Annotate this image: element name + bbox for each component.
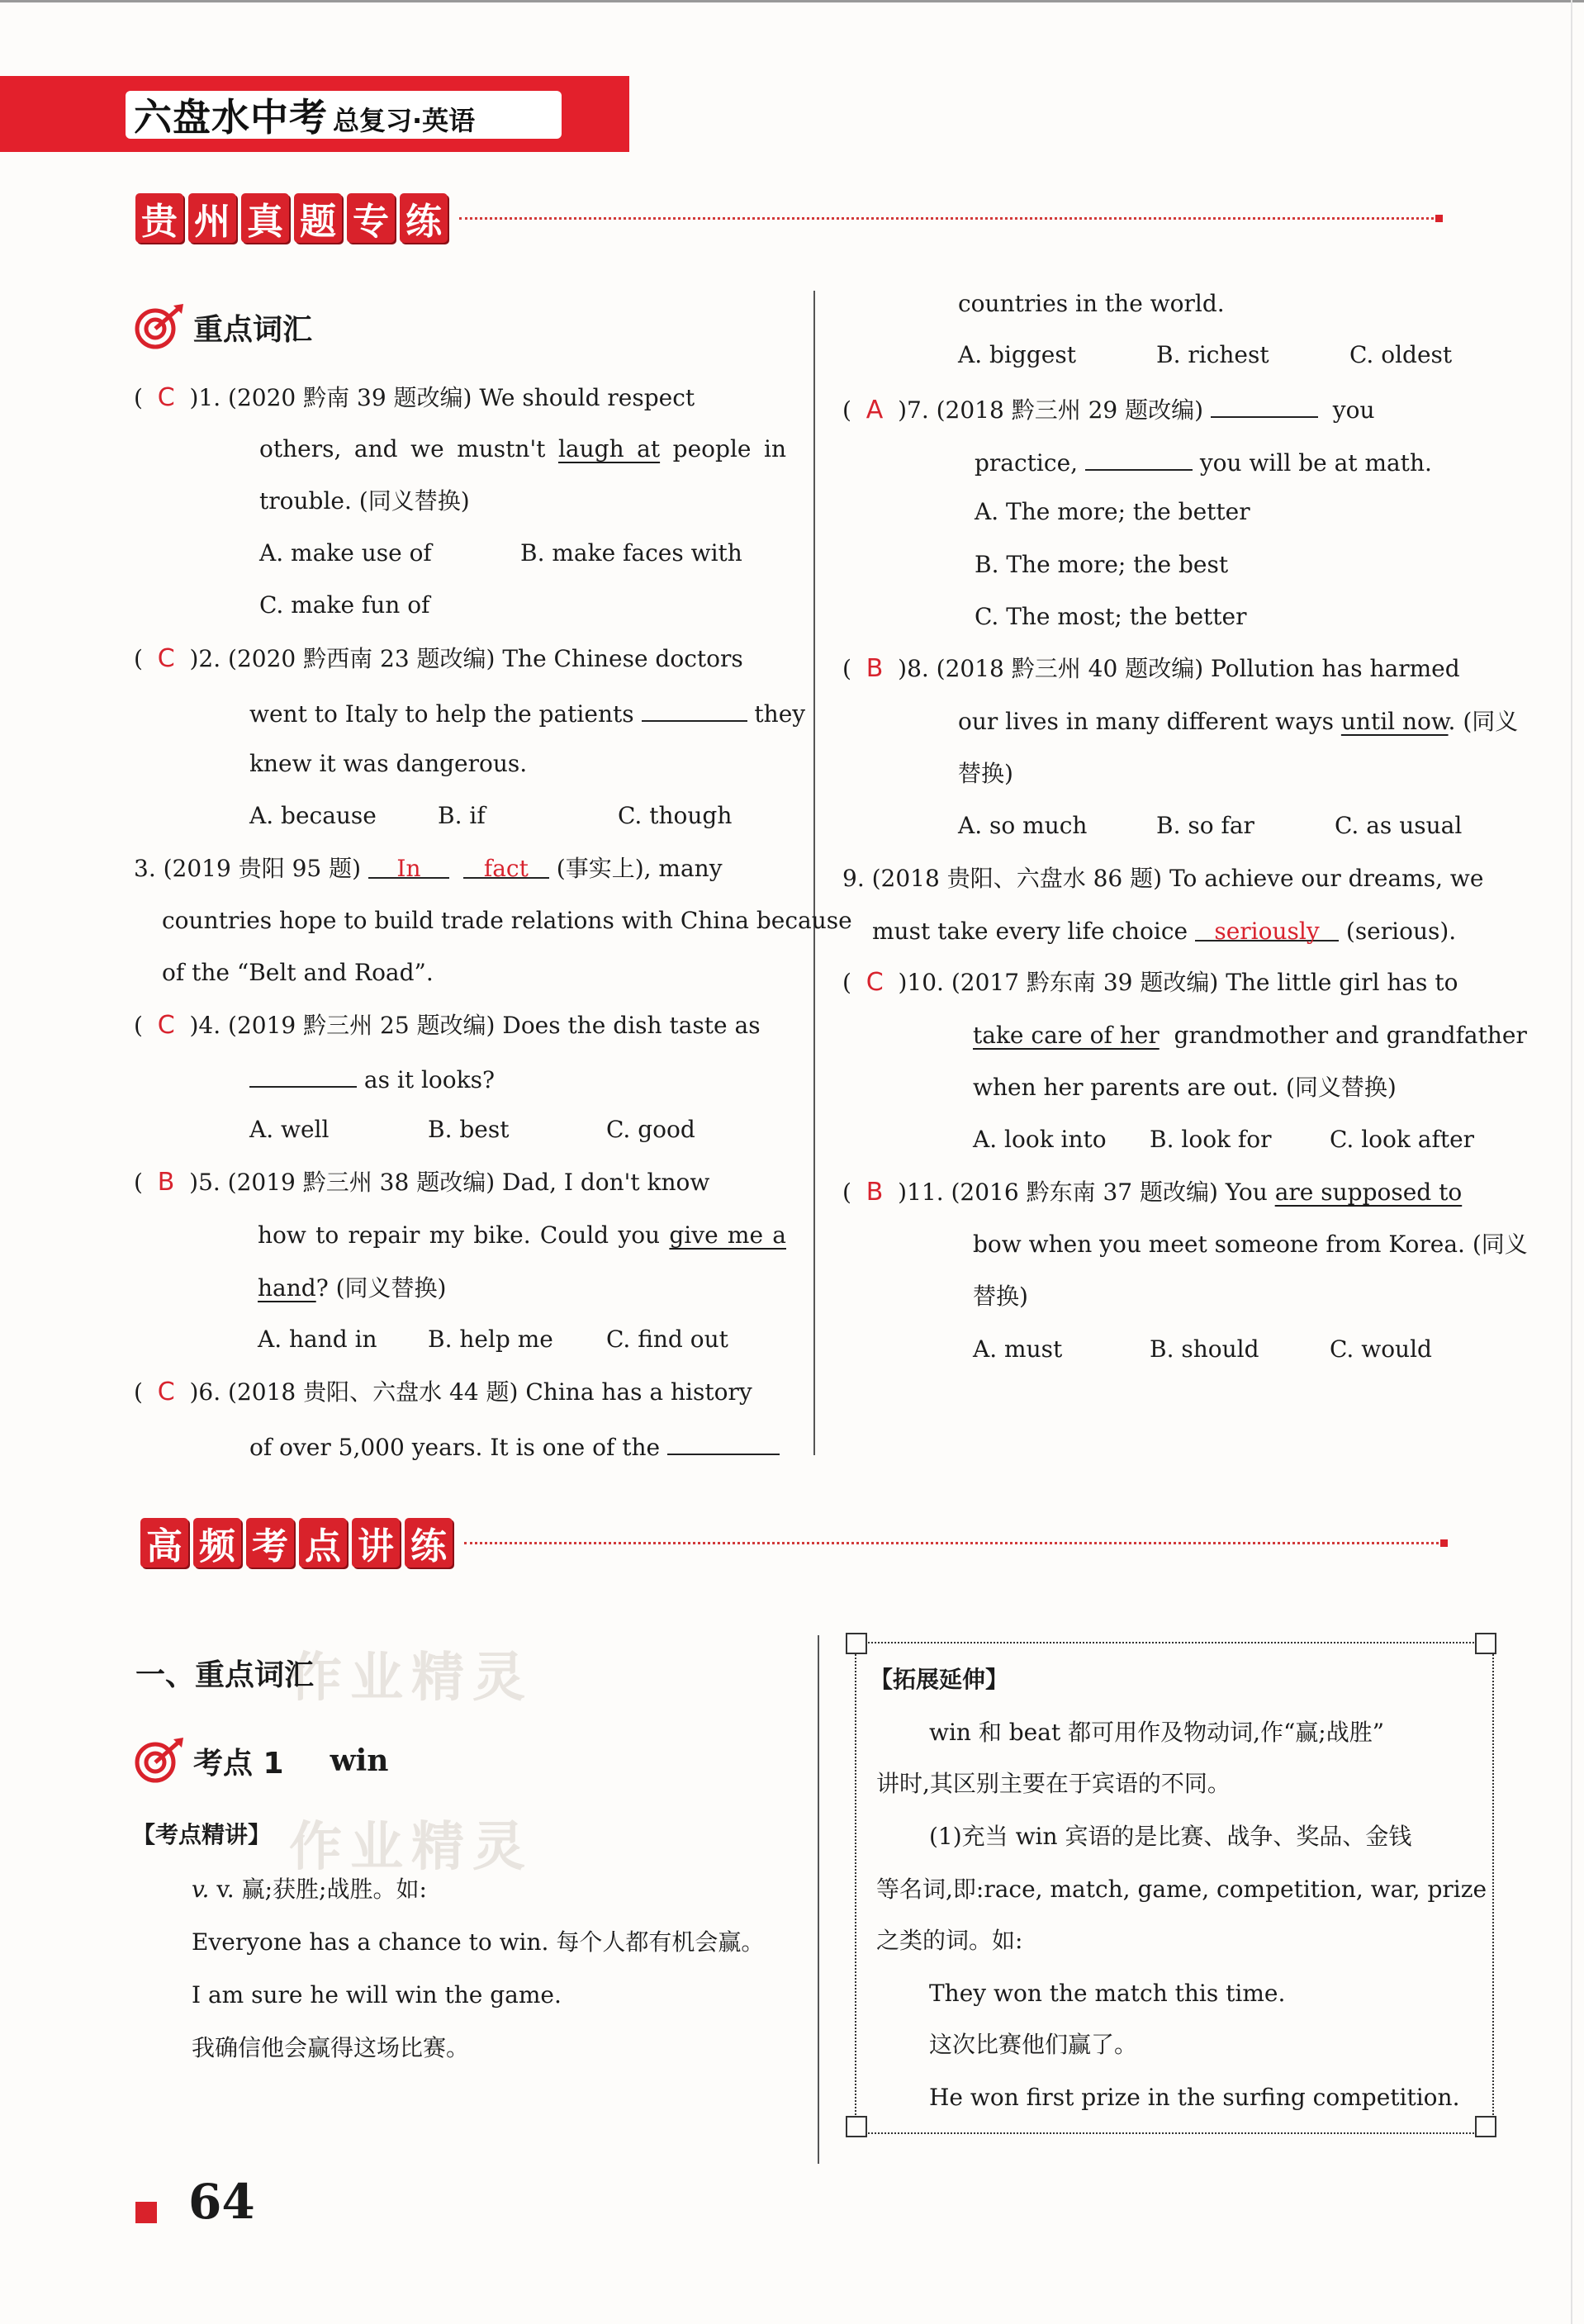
q5-line2	[258, 1219, 786, 1252]
q7-option-c: C. The most; the better	[975, 603, 1247, 630]
section-char: 练	[405, 1518, 453, 1568]
q11-option-b: B. should	[1150, 1335, 1259, 1363]
vocab-heading-text: 重点词汇	[193, 312, 313, 347]
banner-title: 六盘水中考	[134, 95, 328, 140]
section-char: 贵	[135, 193, 183, 243]
q4-option-a: A. well	[249, 1116, 330, 1143]
q9-line1: 9. (2018 贵阳、六盘水 86 题) To achieve our dreams, we	[842, 865, 1484, 892]
q8-text2a: our lives in many different ways	[958, 708, 1334, 735]
q3-blank-1[interactable]	[368, 852, 449, 882]
q1-line3: trouble. (同义替换)	[259, 487, 470, 515]
q1-line2	[259, 433, 786, 466]
q8-option-b: B. so far	[1156, 812, 1254, 839]
explain-text1: v. 赢;获胜;战胜。如:	[216, 1876, 427, 1903]
q11-underlined: are supposed to	[1274, 1179, 1463, 1206]
q5-text3b: ? (同义替换)	[315, 1274, 447, 1302]
vocab-heading	[130, 302, 312, 352]
column-divider	[813, 291, 815, 1455]
q3-line3: of the “Belt and Road”.	[162, 959, 434, 986]
section-char: 频	[193, 1518, 241, 1568]
point1-heading	[130, 1736, 388, 1786]
q9-line2	[872, 915, 1456, 948]
q2-option-b: B. if	[438, 802, 486, 829]
extend-line7: 这次比赛他们赢了。	[929, 2031, 1138, 2058]
q5-option-a: A. hand in	[258, 1326, 377, 1353]
extend-line6: They won the match this time.	[929, 1980, 1286, 2007]
q10-answer: C	[866, 968, 884, 997]
section-char: 专	[347, 193, 395, 243]
explain-line4: 我确信他会赢得这场比赛。	[192, 2034, 470, 2061]
watermark: 作业精灵	[289, 1817, 534, 1878]
page-number-marker	[135, 2202, 157, 2223]
section-char: 高	[140, 1518, 188, 1568]
q5-answer: B	[157, 1168, 175, 1197]
q8-option-a: A. so much	[958, 812, 1088, 839]
q9-text2a: must take every life choice	[872, 918, 1188, 945]
q1-line1: ( C )1. (2020 黔南 39 题改编) We should respect	[134, 383, 695, 412]
q6-text2: of over 5,000 years. It is one of the	[249, 1434, 661, 1461]
top-rule	[0, 0, 1584, 2]
q3-blank-2[interactable]	[463, 852, 549, 882]
part1-heading: 一、重点词汇	[135, 1658, 315, 1692]
q5-option-c: C. find out	[606, 1326, 728, 1353]
q7-answer: A	[866, 396, 884, 424]
q8-text2b: . (同义	[1448, 708, 1519, 735]
box-corner	[846, 2116, 867, 2137]
q5-underlined-2: hand	[258, 1274, 316, 1302]
q1-text2b: people in	[672, 435, 787, 462]
point1-label: 考点 1	[193, 1746, 284, 1781]
q6-line3: countries in the world.	[958, 290, 1225, 317]
q10-underlined: take care of her	[973, 1022, 1160, 1049]
explain-tag: 【考点精讲】	[132, 1821, 272, 1848]
q8-line1: ( B )8. (2018 黔三州 40 题改编) Pollution has harmed	[842, 654, 1460, 683]
page-edge	[1571, 0, 1572, 2324]
q4-answer: C	[157, 1011, 175, 1040]
q5-line1: ( B )5. (2019 黔三州 38 题改编) Dad, I don't know	[134, 1168, 710, 1197]
q7-blank-2[interactable]	[1085, 444, 1193, 471]
q11-line1: ( B )11. (2016 黔东南 37 题改编) You are supposed to	[842, 1178, 1463, 1207]
explain-line2: Everyone has a chance to win. 每个人都有机会赢。	[192, 1928, 765, 1956]
extension-box	[855, 1642, 1494, 2134]
q7-text2b: you will be at math.	[1199, 449, 1432, 477]
q2-option-a: A. because	[249, 802, 377, 829]
q6-line1: ( C )6. (2018 贵阳、六盘水 44 题) China has a history	[134, 1378, 752, 1406]
q4-line2	[249, 1061, 495, 1097]
q4-option-c: C. good	[606, 1116, 695, 1143]
q2-text2b: they	[754, 700, 806, 728]
q2-line2	[249, 695, 805, 731]
q11-line3: 替换)	[973, 1283, 1028, 1310]
section-char: 真	[241, 193, 289, 243]
q10-option-b: B. look for	[1150, 1126, 1272, 1153]
q1-option-c: C. make fun of	[259, 591, 430, 619]
section-char: 考	[246, 1518, 294, 1568]
q10-line2	[973, 1019, 1527, 1052]
box-corner	[1475, 1633, 1496, 1654]
q4-text1: )4. (2019 黔三州 25 题改编) Does the dish taste as	[189, 1012, 761, 1039]
section-char: 州	[188, 193, 236, 243]
extend-line1: win 和 beat 都可用作及物动词,作“赢;战胜”	[929, 1719, 1385, 1746]
q6-blank[interactable]	[667, 1429, 780, 1455]
explain-line3: I am sure he will win the game.	[192, 1981, 562, 2009]
q10-line1: ( C )10. (2017 黔东南 39 题改编) The little girl has to	[842, 968, 1458, 997]
q4-text2: as it looks?	[363, 1066, 495, 1093]
q6-option-b: B. richest	[1156, 341, 1269, 368]
q2-text1: )2. (2020 黔西南 23 题改编) The Chinese doctors	[189, 645, 743, 672]
banner-subtitle: 总复习·英语	[333, 105, 476, 136]
target-arrow-icon	[130, 302, 185, 352]
q3-answer-2: fact	[483, 855, 529, 882]
point1-word: win	[330, 1743, 389, 1778]
q2-line3: knew it was dangerous.	[249, 750, 528, 777]
q6-option-c: C. oldest	[1349, 341, 1453, 368]
q7-option-a: A. The more; the better	[975, 498, 1250, 525]
q6-option-a: A. biggest	[958, 341, 1076, 368]
q3-line2: countries hope to build trade relations with China because	[162, 907, 852, 934]
q2-blank[interactable]	[642, 695, 747, 722]
q6-text1: )6. (2018 贵阳、六盘水 44 题) China has a history	[189, 1378, 752, 1406]
q5-line3	[258, 1272, 446, 1305]
q10-text1: )10. (2017 黔东南 39 题改编) The little girl has to	[898, 969, 1458, 996]
extend-line3: (1)充当 win 宾语的是比赛、战争、奖品、金钱	[929, 1823, 1412, 1850]
q8-option-c: C. as usual	[1335, 812, 1463, 839]
q6-line2	[249, 1429, 780, 1464]
q7-line1: ( A )7. (2018 黔三州 29 题改编) you	[842, 391, 1375, 427]
q11-option-c: C. would	[1330, 1335, 1432, 1363]
section-char: 题	[294, 193, 342, 243]
q1-option-b: B. make faces with	[520, 539, 742, 567]
q1-underlined: laugh at	[557, 435, 661, 462]
q9-blank[interactable]	[1195, 915, 1339, 945]
q3-text1a: 3. (2019 贵阳 95 题)	[134, 855, 362, 882]
extend-line5: 之类的词。如:	[876, 1927, 1023, 1954]
section-char: 讲	[352, 1518, 400, 1568]
section-header-high-frequency	[140, 1518, 1448, 1568]
q11-option-a: A. must	[973, 1335, 1063, 1363]
q2-text2a: went to Italy to help the patients	[249, 700, 634, 728]
extend-line8: He won first prize in the surfing competition.	[929, 2084, 1460, 2111]
q2-option-c: C. though	[618, 802, 733, 829]
q7-text2a: practice,	[975, 449, 1079, 477]
q10-option-a: A. look into	[973, 1126, 1107, 1153]
q2-line1: ( C )2. (2020 黔西南 23 题改编) The Chinese doctors	[134, 644, 743, 673]
q4-blank[interactable]	[249, 1061, 357, 1088]
q8-line3: 替换)	[958, 760, 1013, 787]
q10-option-c: C. look after	[1330, 1126, 1475, 1153]
column-divider	[818, 1635, 819, 2164]
q3-text1b: (事实上), many	[556, 855, 723, 882]
q2-answer: C	[157, 644, 175, 673]
q7-text1a: )7. (2018 黔三州 29 题改编)	[898, 396, 1204, 424]
q8-answer: B	[866, 654, 884, 683]
q11-line2: bow when you meet someone from Korea. (同义	[973, 1231, 1528, 1258]
q3-line1	[134, 852, 723, 885]
q1-option-a: A. make use of	[259, 539, 432, 567]
q4-line1: ( C )4. (2019 黔三州 25 题改编) Does the dish taste as	[134, 1011, 761, 1040]
q9-text2b: (serious).	[1345, 918, 1457, 945]
q8-underlined: until now	[1340, 708, 1449, 735]
box-corner	[846, 1633, 867, 1654]
page-number: 64	[188, 2174, 255, 2230]
q5-option-b: B. help me	[428, 1326, 553, 1353]
dotted-rule	[459, 217, 1434, 220]
q10-line3: when her parents are out. (同义替换)	[973, 1074, 1397, 1101]
watermark: 作业精灵	[289, 1648, 534, 1709]
header-banner	[0, 76, 629, 152]
extend-tag: 【拓展延伸】	[870, 1666, 1009, 1693]
q9-answer: seriously	[1214, 918, 1320, 945]
extend-line2: 讲时,其区别主要在于宾语的不同。	[876, 1770, 1231, 1797]
extend-line4: 等名词,即:race, match, game, competition, war, prize	[876, 1876, 1487, 1903]
q6-answer: C	[157, 1378, 175, 1406]
q4-option-b: B. best	[428, 1116, 510, 1143]
q8-text1: )8. (2018 黔三州 40 题改编) Pollution has harmed	[898, 655, 1460, 682]
q5-text2a: how to repair my bike. Could you	[258, 1221, 661, 1249]
banner-title-box	[126, 91, 562, 139]
q5-text1: )5. (2019 黔三州 38 题改编) Dad, I don't know	[189, 1169, 710, 1196]
dotted-rule	[464, 1542, 1439, 1544]
section-char: 练	[400, 193, 448, 243]
q1-text1: )1. (2020 黔南 39 题改编) We should respect	[189, 384, 695, 411]
section-header-real-exam	[135, 193, 1443, 243]
q10-text2b: grandmother and grandfather	[1174, 1022, 1527, 1049]
q5-underlined-1: give me a	[669, 1221, 786, 1249]
q7-blank-1[interactable]	[1211, 391, 1318, 418]
q8-line2	[958, 705, 1518, 738]
q11-text1a: )11. (2016 黔东南 37 题改编) You	[898, 1179, 1268, 1206]
rule-end-square	[1435, 215, 1443, 222]
q7-line2	[975, 444, 1432, 480]
q7-text1b: you	[1332, 396, 1375, 424]
target-arrow-icon	[130, 1736, 185, 1786]
q11-answer: B	[866, 1178, 884, 1207]
q7-option-b: B. The more; the best	[975, 551, 1229, 578]
section-char: 点	[299, 1518, 347, 1568]
explain-line1: v. v. 赢;获胜;战胜。如:	[192, 1876, 427, 1903]
q3-answer-1: In	[396, 855, 421, 882]
box-corner	[1475, 2116, 1496, 2137]
rule-end-square	[1440, 1539, 1448, 1547]
q1-text2a: others, and we mustn't	[259, 435, 546, 462]
q1-answer: C	[157, 383, 175, 412]
